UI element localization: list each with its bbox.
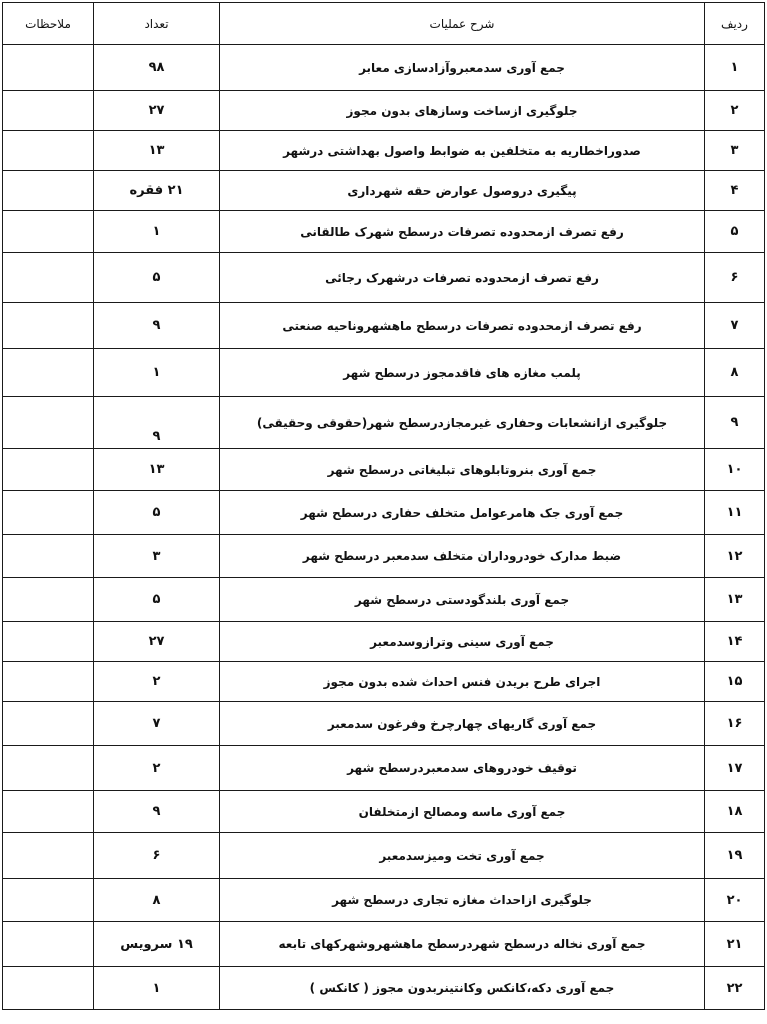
row-number-cell: ۱۵ xyxy=(705,662,765,702)
header-description: شرح عملیات xyxy=(220,3,705,45)
row-number-cell: ۴ xyxy=(705,171,765,211)
header-row xyxy=(3,3,765,45)
operation-count-cell: ۱۳ xyxy=(94,449,220,491)
operation-count-cell: ۲۷ xyxy=(94,622,220,662)
notes-cell xyxy=(3,211,94,253)
notes-cell xyxy=(3,879,94,922)
table-row xyxy=(3,702,765,746)
row-number-cell: ۷ xyxy=(705,303,765,349)
row-number-cell: ۶ xyxy=(705,253,765,303)
table-row xyxy=(3,535,765,578)
notes-cell xyxy=(3,45,94,91)
notes-cell xyxy=(3,746,94,791)
operation-count-cell: ۶ xyxy=(94,833,220,879)
notes-cell xyxy=(3,491,94,535)
table-row xyxy=(3,578,765,622)
notes-cell xyxy=(3,702,94,746)
operation-count-cell: ۷ xyxy=(94,702,220,746)
notes-cell xyxy=(3,253,94,303)
operation-description-cell: جمع آوری تخت ومیزسدمعبر xyxy=(220,833,705,879)
operation-count-cell: ۱۳ xyxy=(94,131,220,171)
table-row xyxy=(3,746,765,791)
operation-count-cell: ۵ xyxy=(94,578,220,622)
table-row xyxy=(3,131,765,171)
operation-description-cell: جمع آوری جک هامرعوامل متخلف حفاری درسطح شهر xyxy=(220,491,705,535)
notes-cell xyxy=(3,578,94,622)
operation-count-cell: ۱ xyxy=(94,967,220,1010)
operation-count-cell: ۹ xyxy=(94,791,220,833)
row-number-cell: ۳ xyxy=(705,131,765,171)
operation-count-cell: ۲ xyxy=(94,746,220,791)
row-number-cell: ۱۴ xyxy=(705,622,765,662)
table-row xyxy=(3,791,765,833)
table-row xyxy=(3,967,765,1010)
operation-description-cell: اجرای طرح بریدن فنس احداث شده بدون مجوز xyxy=(220,662,705,702)
table-row xyxy=(3,211,765,253)
row-number-cell: ۱۰ xyxy=(705,449,765,491)
notes-cell xyxy=(3,303,94,349)
operation-count-cell: ۲۱ فقره xyxy=(94,171,220,211)
row-number-cell: ۲۱ xyxy=(705,922,765,967)
table-row xyxy=(3,833,765,879)
table-body xyxy=(3,45,765,1010)
row-number-cell: ۱۲ xyxy=(705,535,765,578)
row-number-cell: ۱۸ xyxy=(705,791,765,833)
header-row-number: ردیف xyxy=(705,3,765,45)
operation-description-cell: جمع آوری گاریهای چهارچرخ وفرغون سدمعبر xyxy=(220,702,705,746)
operation-count-cell: ۹ xyxy=(94,303,220,349)
table-row xyxy=(3,622,765,662)
notes-cell xyxy=(3,91,94,131)
table-row xyxy=(3,491,765,535)
table-row xyxy=(3,922,765,967)
operation-description-cell: جمع آوری نخاله درسطح شهردرسطح ماهشهروشهرکهای تابعه xyxy=(220,922,705,967)
operation-count-cell: ۲۷ xyxy=(94,91,220,131)
operation-count-cell: ۱۹ سرویس xyxy=(94,922,220,967)
table-row xyxy=(3,662,765,702)
operation-description-cell: رفع تصرف ازمحدوده تصرفات درشهرک رجائی xyxy=(220,253,705,303)
notes-cell xyxy=(3,349,94,397)
operation-description-cell: صدوراخطاریه به متخلفین به ضوابط واصول بهداشتی درشهر xyxy=(220,131,705,171)
row-number-cell: ۵ xyxy=(705,211,765,253)
row-number-cell: ۲ xyxy=(705,91,765,131)
table-row xyxy=(3,253,765,303)
operation-description-cell: رفع تصرف ازمحدوده تصرفات درسطح شهرک طالقانی xyxy=(220,211,705,253)
notes-cell xyxy=(3,922,94,967)
row-number-cell: ۱۹ xyxy=(705,833,765,879)
table-row xyxy=(3,879,765,922)
table-row xyxy=(3,349,765,397)
row-number-cell: ۱۷ xyxy=(705,746,765,791)
operation-count-cell: ۵ xyxy=(94,491,220,535)
table-header xyxy=(3,3,765,45)
operation-description-cell: جمع آوری بلندگودستی درسطح شهر xyxy=(220,578,705,622)
row-number-cell: ۸ xyxy=(705,349,765,397)
notes-cell xyxy=(3,397,94,449)
operation-count-cell: ۵ xyxy=(94,253,220,303)
notes-cell xyxy=(3,131,94,171)
table-row xyxy=(3,397,765,449)
operation-description-cell: جلوگیری ازاحداث مغازه تجاری درسطح شهر xyxy=(220,879,705,922)
row-number-cell: ۱۶ xyxy=(705,702,765,746)
row-number-cell: ۱ xyxy=(705,45,765,91)
notes-cell xyxy=(3,833,94,879)
operation-description-cell: رفع تصرف ازمحدوده تصرفات درسطح ماهشهروناحیه صنعتی xyxy=(220,303,705,349)
operation-count-cell: ۸ xyxy=(94,879,220,922)
row-number-cell: ۲۲ xyxy=(705,967,765,1010)
operation-description-cell: پلمب مغازه های فاقدمجوز درسطح شهر xyxy=(220,349,705,397)
header-count: تعداد xyxy=(94,3,220,45)
operation-description-cell: جمع آوری سینی وترازوسدمعبر xyxy=(220,622,705,662)
operation-description-cell: جلوگیری ازساخت وسازهای بدون مجوز xyxy=(220,91,705,131)
operation-count-cell: ۱ xyxy=(94,349,220,397)
notes-cell xyxy=(3,622,94,662)
operation-description-cell: جمع آوری بنروتابلوهای تبلیغاتی درسطح شهر xyxy=(220,449,705,491)
table-row xyxy=(3,449,765,491)
row-number-cell: ۹ xyxy=(705,397,765,449)
operations-report-sheet xyxy=(2,2,764,1010)
operation-description-cell: توقیف خودروهای سدمعبردرسطح شهر xyxy=(220,746,705,791)
operation-count-cell: ۳ xyxy=(94,535,220,578)
row-number-cell: ۱۳ xyxy=(705,578,765,622)
operation-description-cell: جمع آوری سدمعبروآزادسازی معابر xyxy=(220,45,705,91)
operations-table xyxy=(2,2,765,1010)
notes-cell xyxy=(3,171,94,211)
operation-description-cell: پیگیری دروصول عوارض حقه شهرداری xyxy=(220,171,705,211)
row-number-cell: ۱۱ xyxy=(705,491,765,535)
row-number-cell: ۲۰ xyxy=(705,879,765,922)
table-row xyxy=(3,45,765,91)
operation-count-cell: ۲ xyxy=(94,662,220,702)
table-row xyxy=(3,171,765,211)
notes-cell xyxy=(3,535,94,578)
notes-cell xyxy=(3,791,94,833)
operation-count-cell: ۱ xyxy=(94,211,220,253)
operation-count-cell: ۹۸ xyxy=(94,45,220,91)
operation-description-cell: جمع آوری ماسه ومصالح ازمتخلفان xyxy=(220,791,705,833)
operation-count-cell: ۹ xyxy=(94,397,220,449)
notes-cell xyxy=(3,662,94,702)
notes-cell xyxy=(3,449,94,491)
operation-description-cell: جلوگیری ازانشعابات وحفاری غیرمجازدرسطح شهر(حقوقی وحقیقی) xyxy=(220,397,705,449)
operation-description-cell: ضبط مدارک خودروداران متخلف سدمعبر درسطح شهر xyxy=(220,535,705,578)
header-notes: ملاحظات xyxy=(3,3,94,45)
table-row xyxy=(3,91,765,131)
operation-description-cell: جمع آوری دکه،کانکس وکانتینربدون مجوز ( کانکس ) xyxy=(220,967,705,1010)
notes-cell xyxy=(3,967,94,1010)
table-row xyxy=(3,303,765,349)
